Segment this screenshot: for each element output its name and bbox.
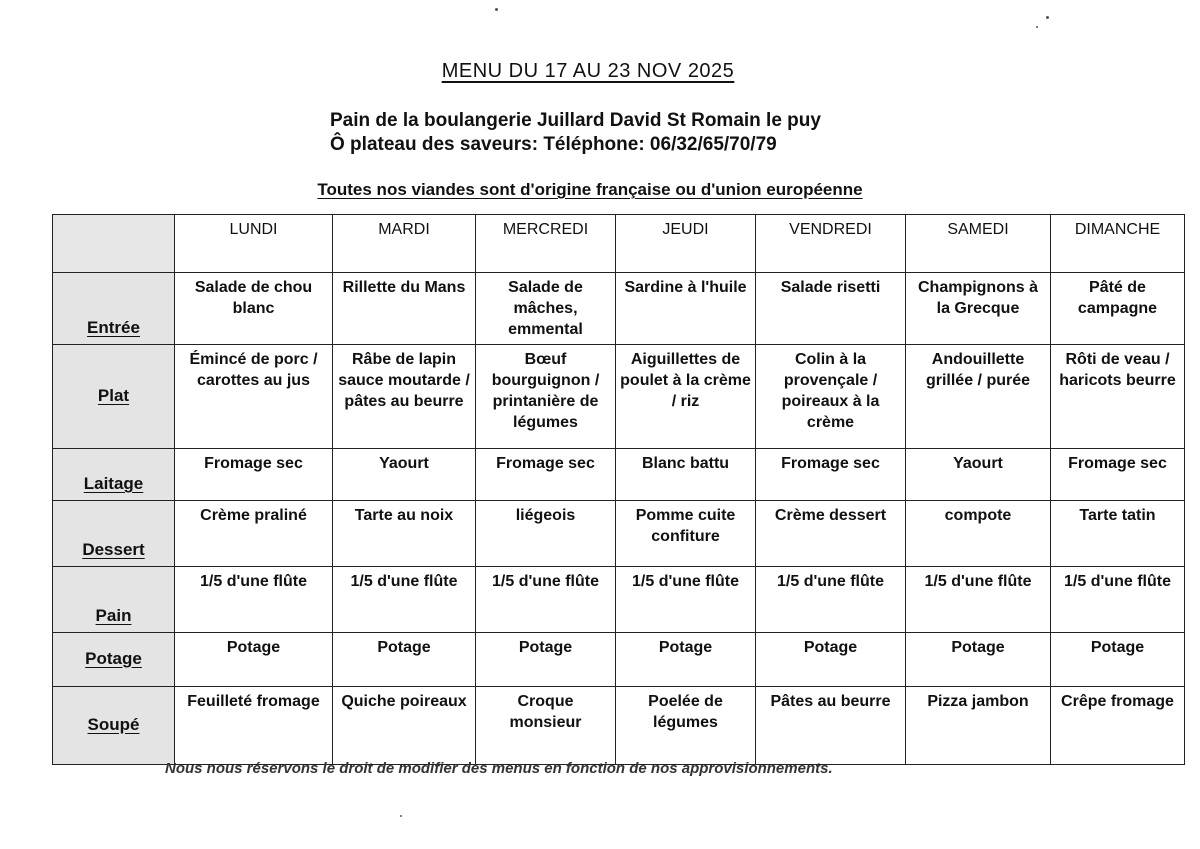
scan-speck [1036,26,1038,28]
dish-cell: 1/5 d'une flûte [476,567,616,633]
dish-cell: Quiche poireaux [333,687,476,765]
dish-cell: Rôti de veau / haricots beurre [1051,345,1185,449]
day-header: VENDREDI [756,215,906,273]
day-header: JEUDI [616,215,756,273]
dish-cell: Poelée de légumes [616,687,756,765]
dish-cell: Crêpe fromage [1051,687,1185,765]
day-header: SAMEDI [906,215,1051,273]
dish-cell: Fromage sec [476,449,616,501]
dish-cell: Potage [1051,633,1185,687]
dish-cell: Crème praliné [175,501,333,567]
row-label: Potage [53,633,175,687]
menu-title: MENU DU 17 AU 23 NOV 2025 [441,60,735,82]
day-header: LUNDI [175,215,333,273]
row-label: Entrée [53,273,175,345]
dish-cell: Potage [476,633,616,687]
dish-cell: 1/5 d'une flûte [333,567,476,633]
dish-cell: Bœuf bourguignon / printanière de légumes [476,345,616,449]
dish-cell: 1/5 d'une flûte [616,567,756,633]
dish-cell: Sardine à l'huile [616,273,756,345]
dish-cell: Blanc battu [616,449,756,501]
menu-disclaimer: Nous nous réservons le droit de modifier des menus en fonction de nos approvisionnements. [165,760,833,777]
dish-cell: Yaourt [906,449,1051,501]
dish-cell: 1/5 d'une flûte [1051,567,1185,633]
dish-cell: Yaourt [333,449,476,501]
dish-cell: Pâté de campagne [1051,273,1185,345]
dish-cell: 1/5 d'une flûte [175,567,333,633]
dish-cell: Tarte tatin [1051,501,1185,567]
dish-cell: Salade de chou blanc [175,273,333,345]
menu-row-laitage [53,449,1185,501]
dish-cell: Pâtes au beurre [756,687,906,765]
dish-cell: Potage [616,633,756,687]
dish-cell: Andouillette grillée / purée [906,345,1051,449]
dish-cell: Crème dessert [756,501,906,567]
row-label: Plat [53,345,175,449]
dish-cell: compote [906,501,1051,567]
menu-row-entree [53,273,1185,345]
menu-row-soupe [53,687,1185,765]
dish-cell: Râbe de lapin sauce moutarde / pâtes au beurre [333,345,476,449]
dish-cell: Aiguillettes de poulet à la crème / riz [616,345,756,449]
dish-cell: Fromage sec [756,449,906,501]
dish-cell: Potage [756,633,906,687]
row-label: Laitage [53,449,175,501]
day-header: DIMANCHE [1051,215,1185,273]
dish-cell: Croque monsieur [476,687,616,765]
corner-cell [53,215,175,273]
dish-cell: Pomme cuite confiture [616,501,756,567]
phone-line: Ô plateau des saveurs: Téléphone: 06/32/65/70/79 [330,134,777,155]
dish-cell: Salade de mâches, emmental [476,273,616,345]
row-label: Soupé [53,687,175,765]
day-header: MARDI [333,215,476,273]
dish-cell: Fromage sec [175,449,333,501]
dish-cell: Potage [906,633,1051,687]
dish-cell: liégeois [476,501,616,567]
menu-row-potage [53,633,1185,687]
scan-speck [495,8,498,11]
menu-row-pain [53,567,1185,633]
scan-speck [1046,16,1049,19]
bakery-line: Pain de la boulangerie Juillard David St Romain le puy [330,110,821,131]
meat-origin-notice: Toutes nos viandes sont d'origine française ou d'union européenne [317,180,863,199]
row-label: Dessert [53,501,175,567]
row-label: Pain [53,567,175,633]
dish-cell: Pizza jambon [906,687,1051,765]
supplier-info [330,109,821,157]
dish-cell: Salade risetti [756,273,906,345]
dish-cell: 1/5 d'une flûte [756,567,906,633]
dish-cell: Tarte au noix [333,501,476,567]
dish-cell: Fromage sec [1051,449,1185,501]
dish-cell: Émincé de porc / carottes au jus [175,345,333,449]
dish-cell: Colin à la provençale / poireaux à la crème [756,345,906,449]
day-header-row [53,215,1185,273]
dish-cell: Feuilleté fromage [175,687,333,765]
dish-cell: Potage [175,633,333,687]
dish-cell: Champignons à la Grecque [906,273,1051,345]
scan-speck [400,815,402,817]
dish-cell: 1/5 d'une flûte [906,567,1051,633]
weekly-menu-table [52,214,1185,765]
dish-cell: Rillette du Mans [333,273,476,345]
dish-cell: Potage [333,633,476,687]
menu-row-plat [53,345,1185,449]
day-header: MERCREDI [476,215,616,273]
menu-row-dessert [53,501,1185,567]
